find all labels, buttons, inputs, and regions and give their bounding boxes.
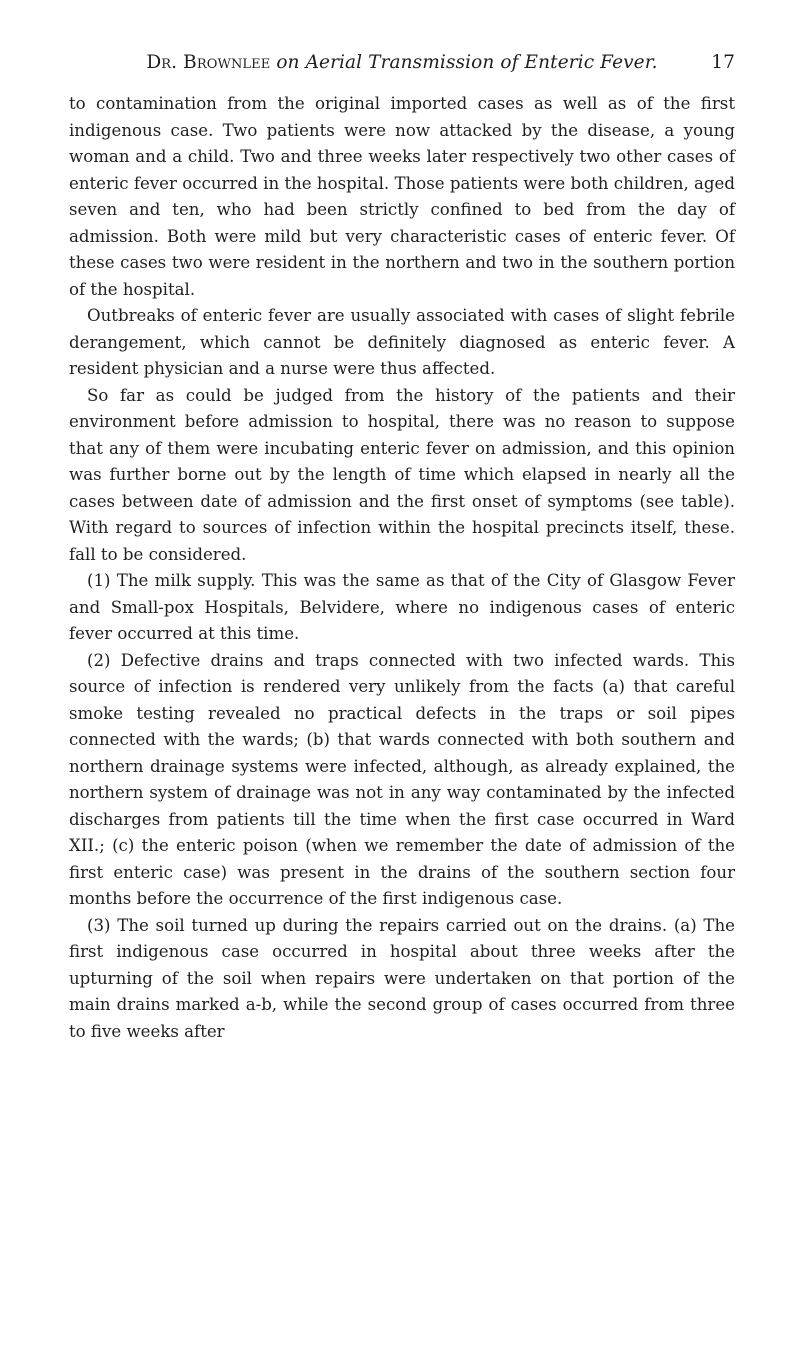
page <box>69 52 735 1045</box>
paragraph-continuation: to contamination from the original imported cases as well as of the first indigenous case. Two patients were now attacked by the disease, a young woman and a child. Two and three weeks later respectively two other cases of enteric fever occurred in the hospital. Those patients were both children, aged seven and ten, who had been strictly confined to bed from the day of admission. Both were mild but very characteristic cases of enteric fever. Of these cases two were resident in the northern and two in the southern portion of the hospital. <box>69 94 735 299</box>
page-number: 17 <box>711 52 735 73</box>
paragraph-history: So far as could be judged from the history of the patients and their environment before admission to hospital, there was no reason to suppose that any of them were incubating enteric fever on admission, and this opinion was further borne out by the length of time which elapsed in nearly all the cases between date of admission and the first onset of symptoms (see table). With regard to sources of infection within the hospital precincts itself, these. fall to be considered. <box>69 385 735 564</box>
header-author: Dr. Brownlee <box>146 52 271 73</box>
paragraph-defective-drains: (2) Defective drains and traps connected with two infected wards. This source of infection is rendered very unlikely from the facts (a) that careful smoke testing revealed no practical defects in the traps or soil pipes connected with the wards; (b) that wards connected with both southern and northern drainage systems were infected, although, as already explained, the northern system of drainage was not in any way contaminated by the infected discharges from patients till the time when the first case occurred in Ward XII.; (c) the enteric poison (when we remember the date of admission of the first enteric case) was present in the drains of the southern section four months before the occurrence of the first indigenous case. <box>69 650 735 908</box>
header-title: Aerial Transmission of Enteric Fever. <box>305 52 658 73</box>
body-text <box>69 91 735 1045</box>
paragraph-soil: (3) The soil turned up during the repairs carried out on the drains. (a) The first indigenous case occurred in hospital about three weeks after the upturning of the soil when repairs were undertaken on that portion of the main drains marked a-b, while the second group of cases occurred from three to five weeks after <box>69 915 735 1041</box>
header-title-line <box>146 52 657 73</box>
header-connector: on <box>270 52 306 73</box>
paragraph-milk-supply: (1) The milk supply. This was the same as that of the City of Glasgow Fever and Small-pox Hospitals, Belvidere, where no indigenous cases of enteric fever occurred at this time. <box>69 571 735 643</box>
running-header <box>69 52 735 82</box>
paragraph-outbreaks: Outbreaks of enteric fever are usually associated with cases of slight febrile derangement, which cannot be definitely diagnosed as enteric fever. A resident physician and a nurse were thus affected. <box>69 306 735 378</box>
